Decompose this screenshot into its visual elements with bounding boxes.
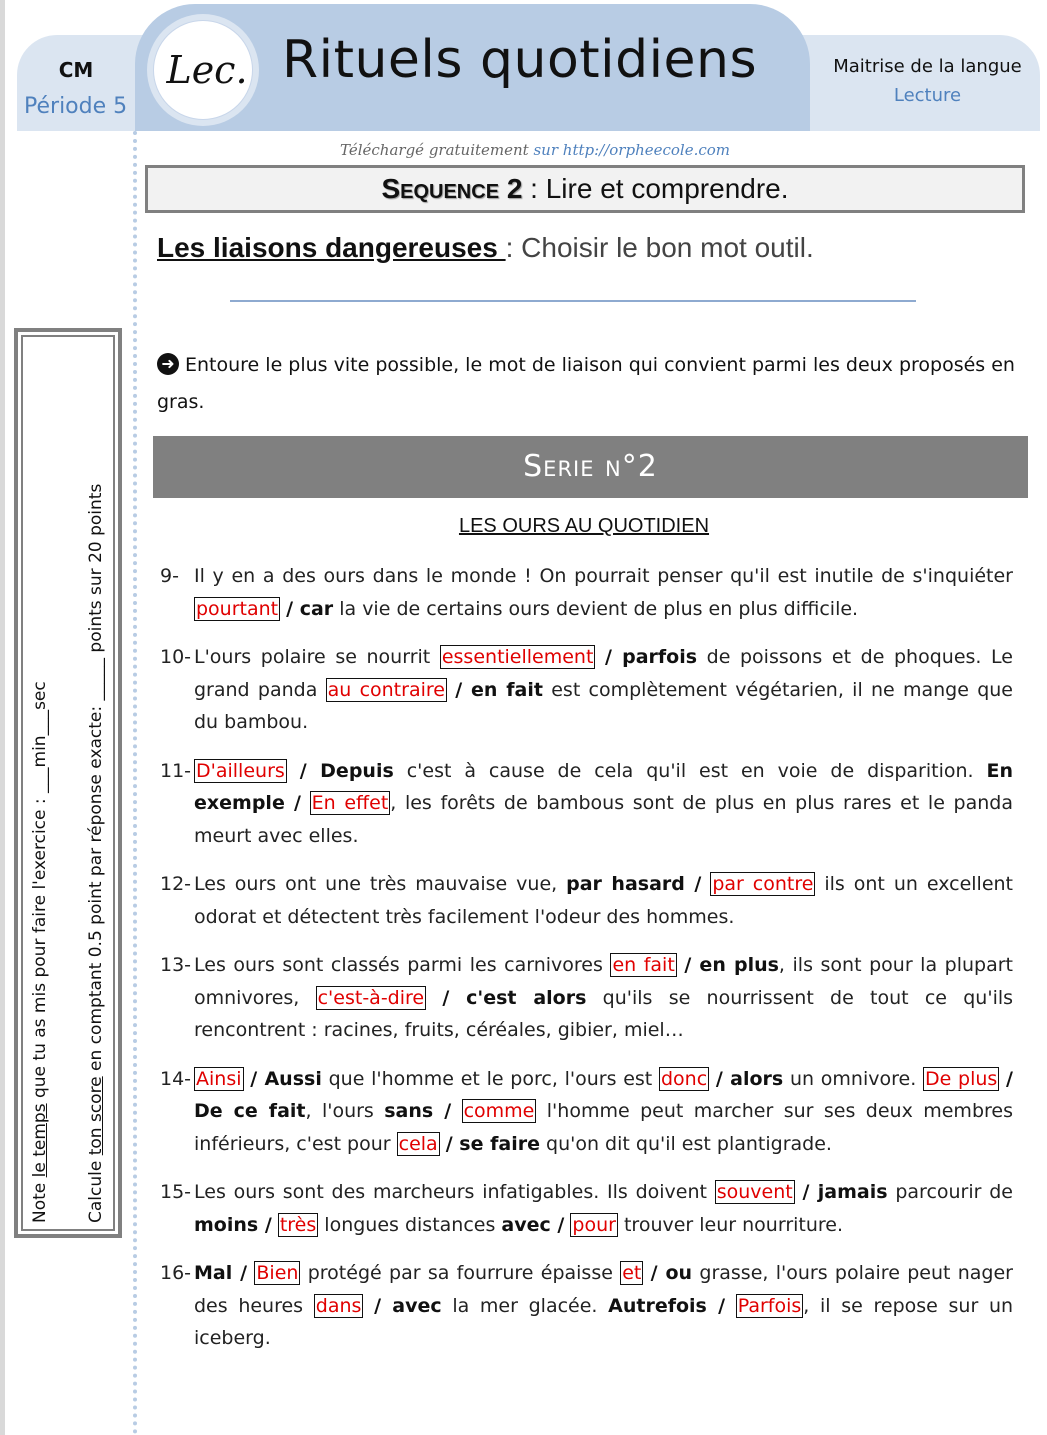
download-sur: sur: [533, 141, 563, 159]
text-title: LES OURS AU QUOTIDIEN: [458, 515, 710, 537]
item-text: la vie de certains ours devient de plus en plus difficile.: [333, 597, 859, 620]
choice-word[interactable]: / alors: [715, 1067, 784, 1090]
logo-badge: [153, 20, 253, 120]
score-line: [68, 343, 115, 1223]
item-text: Il y en a des ours dans le monde ! On pourrait penser qu'il est inutile de s'inquiéter: [194, 565, 1013, 587]
lesson-separator: :: [505, 232, 522, 263]
choice-word[interactable]: / parfois: [605, 646, 698, 668]
choice-word[interactable]: / Depuis: [299, 759, 394, 782]
dotted-divider: [133, 131, 137, 1435]
page-title: Rituels quotidiens: [282, 30, 758, 90]
sequence-banner: [145, 165, 1025, 213]
logo-text: Lec.: [166, 48, 248, 92]
time-line: [21, 343, 68, 1223]
item-text: l'homme peut marcher sur ses deux membres inférieurs, c'est pour: [194, 1100, 1013, 1155]
answer-word[interactable]: cela: [398, 1132, 438, 1155]
item-text: Les ours sont des marcheurs infatigables. Ils doivent: [194, 1181, 715, 1203]
score-box: [14, 328, 122, 1238]
lesson-heading: [157, 232, 814, 264]
choice-word[interactable]: / ou: [650, 1262, 693, 1284]
item-text: [426, 987, 442, 1009]
item-text: qu'ils se nourrissent de tout ce qu'ils rencontrent : racines, fruits, céréales, gibier, miel…: [194, 986, 1014, 1041]
answer-word[interactable]: c'est-à-dire: [317, 986, 425, 1009]
choice-word[interactable]: sans /: [384, 1100, 452, 1122]
period-label: Période 5: [24, 94, 128, 119]
choice-word[interactable]: / De ce fait: [194, 1067, 1013, 1122]
choice-word[interactable]: / jamais: [802, 1181, 888, 1203]
item-number: 9-: [160, 565, 179, 587]
subject-label: Maitrise de la langue: [833, 56, 1022, 77]
header-subject-tab: [790, 35, 1040, 131]
item-text: parcourir de: [887, 1181, 1013, 1203]
time-line-post: que tu as mis pour faire l'exercice : ___min___sec: [30, 681, 50, 1104]
exercise-item: [160, 1063, 1013, 1161]
item-text: [272, 1214, 278, 1236]
answer-word[interactable]: très: [279, 1213, 317, 1236]
item-text: [725, 1295, 736, 1317]
exercise-item: [160, 641, 1013, 739]
item-number: 16-: [160, 1262, 192, 1284]
score-box-text: [21, 343, 115, 1223]
download-link[interactable]: http://orpheecole.com: [562, 141, 731, 159]
score-line-underlined: ton score: [86, 1076, 106, 1156]
item-text: ils ont un excellent odorat et détectent très facilement l'odeur des hommes.: [194, 873, 1013, 928]
item-text: , l'ours: [305, 1100, 385, 1122]
item-text: Les ours ont une très mauvaise vue,: [194, 873, 567, 895]
item-text: [709, 1068, 716, 1090]
choice-word[interactable]: par hasard /: [566, 873, 702, 895]
choice-word[interactable]: / Aussi: [250, 1067, 322, 1090]
exercise-item: [160, 1176, 1013, 1241]
exercise-item: [160, 755, 1013, 853]
choice-word[interactable]: moins /: [194, 1213, 272, 1236]
blue-rule: [230, 300, 916, 302]
score-line-post: en comptant 0.5 point par réponse exacte: _____ points sur 20 points: [86, 483, 106, 1077]
score-line-pre: Calcule: [86, 1155, 106, 1223]
download-notice: [340, 141, 730, 159]
time-line-pre: Note: [30, 1177, 50, 1223]
answer-word[interactable]: comme: [463, 1100, 535, 1122]
item-text: [363, 1295, 374, 1317]
level-label: CM: [58, 58, 94, 82]
answer-word[interactable]: Bien: [256, 1262, 299, 1284]
subject-sub-label: Lecture: [893, 85, 962, 106]
item-text: grasse, l'ours polaire peut nager des heures: [194, 1262, 1013, 1317]
page-left-edge: [0, 0, 5, 1435]
item-text: [447, 679, 455, 701]
sequence-label: Sequence 2: [381, 173, 523, 204]
exercise-item: [160, 868, 1013, 933]
instruction-text: Entoure le plus vite possible, le mot de liaison qui convient parmi les deux proposés en gras.: [157, 354, 1015, 413]
choice-word[interactable]: / car: [286, 597, 334, 620]
item-text: , les forêts de bambous sont de plus en plus rares et le panda meurt avec elles.: [194, 792, 1013, 847]
choice-word[interactable]: / en plus: [684, 954, 779, 976]
item-text: de poissons et de phoques. Le grand panda: [194, 646, 1013, 701]
item-text: c'est à cause de cela qu'il est en voie de disparition.: [393, 759, 987, 782]
item-number: 10-: [160, 646, 192, 668]
download-prefix: Téléchargé gratuitement: [340, 141, 534, 159]
item-text: , il se repose sur un iceberg.: [194, 1294, 1014, 1349]
answer-word[interactable]: pourtant: [196, 597, 279, 620]
item-text: [643, 1262, 650, 1284]
answer-word[interactable]: De plus: [924, 1067, 998, 1090]
item-text: [301, 792, 310, 814]
item-text: [451, 1100, 461, 1122]
item-text: la mer glacée.: [441, 1294, 609, 1317]
answer-word[interactable]: par contre: [712, 873, 814, 895]
exercise-item: [160, 949, 1013, 1047]
answer-word[interactable]: essentiellement: [441, 646, 594, 668]
exercise-item: [160, 560, 1013, 625]
item-number: 13-: [160, 954, 192, 976]
lesson-title: Les liaisons dangereuses: [157, 232, 506, 263]
item-text: qu'on dit qu'il est plantigrade.: [539, 1132, 832, 1155]
answer-word[interactable]: Ainsi: [196, 1067, 242, 1090]
choice-word[interactable]: / avec: [374, 1294, 442, 1317]
item-number: 12-: [160, 873, 192, 895]
answer-word[interactable]: pour: [572, 1213, 616, 1236]
item-text: [595, 646, 605, 668]
item-number: 15-: [160, 1181, 192, 1203]
answer-word[interactable]: et: [622, 1262, 642, 1284]
item-text: est complètement végétarien, il ne mange que du bambou.: [194, 678, 1013, 733]
choice-word[interactable]: avec /: [501, 1213, 565, 1236]
time-line-underlined: le temps: [30, 1103, 50, 1178]
answer-word[interactable]: au contraire: [327, 678, 445, 701]
lesson-subtitle: Choisir le bon mot outil.: [521, 232, 814, 263]
answer-word[interactable]: D'ailleurs: [196, 759, 285, 782]
exercise-list: [160, 560, 1013, 1371]
item-text: un omnivore.: [783, 1067, 923, 1090]
item-text: [287, 760, 300, 782]
score-box-inner: [21, 335, 115, 1231]
answer-word[interactable]: donc: [660, 1067, 708, 1090]
item-text: longues distances: [318, 1213, 502, 1236]
choice-word[interactable]: Autrefois /: [608, 1294, 726, 1317]
choice-word[interactable]: En exemple /: [194, 759, 1014, 814]
answer-word[interactable]: Parfois: [737, 1294, 802, 1317]
choice-word[interactable]: / se faire: [445, 1132, 540, 1155]
choice-word[interactable]: / en fait: [455, 678, 543, 701]
answer-word[interactable]: En effet: [311, 792, 389, 814]
sequence-separator: :: [522, 173, 546, 204]
instruction: [157, 347, 1017, 421]
answer-word[interactable]: dans: [315, 1294, 362, 1317]
item-number: 14-: [160, 1067, 192, 1090]
item-text: [701, 873, 710, 895]
item-text: [795, 1181, 803, 1203]
exercise-item: [160, 1257, 1013, 1355]
item-text: trouver leur nourriture.: [617, 1213, 844, 1236]
item-text: Les ours sont classés parmi les carnivores: [194, 954, 611, 976]
answer-word[interactable]: en fait: [612, 954, 675, 976]
item-text: , ils sont pour la plupart omnivores,: [194, 954, 1014, 1009]
serie-banner: Serie n°2: [153, 436, 1028, 498]
choice-word[interactable]: / c'est alors: [442, 986, 587, 1009]
item-text: que l'homme et le porc, l'ours est: [321, 1067, 659, 1090]
answer-word[interactable]: souvent: [716, 1181, 793, 1203]
item-text: protégé par sa fourrure épaisse: [300, 1262, 621, 1284]
item-number: 11-: [160, 759, 192, 782]
item-text: L'ours polaire se nourrit: [194, 646, 440, 668]
sequence-title: Lire et comprendre.: [545, 173, 789, 204]
arrow-right-circle-icon: ➜: [157, 353, 179, 375]
choice-word[interactable]: Mal /: [194, 1262, 248, 1284]
